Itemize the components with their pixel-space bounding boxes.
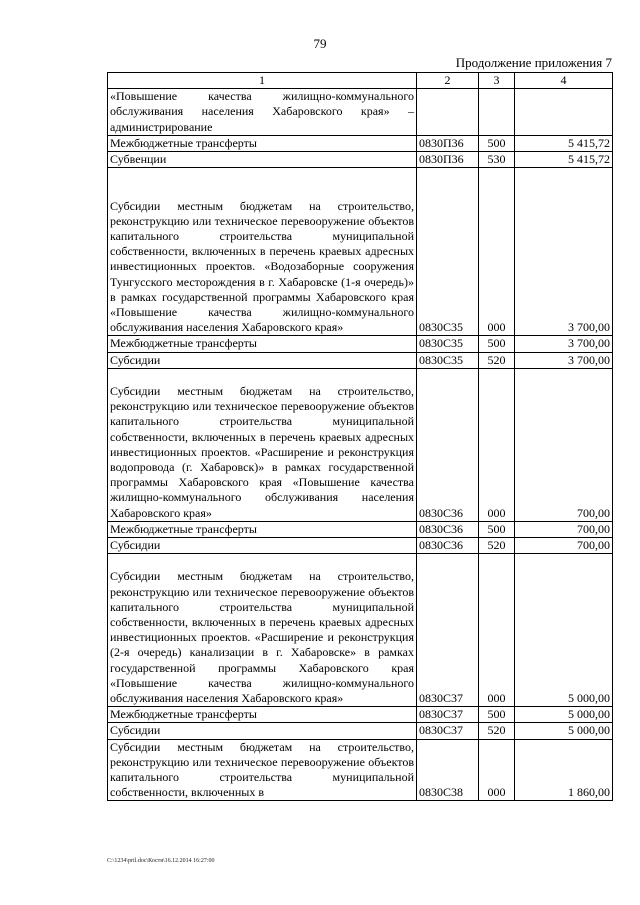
- table-row: [108, 723, 613, 739]
- row-amount: 1 860,00: [515, 739, 613, 801]
- row-description: «Повышение качества жилищно-коммунального обслуживания населения Хабаровского края» – администрирование: [108, 89, 417, 136]
- table-row: [108, 135, 613, 151]
- row-code: 0830П36: [417, 152, 479, 168]
- row-code: [417, 89, 479, 136]
- row-description: Субсидии: [108, 723, 417, 739]
- table-row: [108, 554, 613, 707]
- row-description: Субсидии местным бюджетам на строительство, реконструкцию или техническое перевооружение объектов капитального строительства муниципальной собственности, включенных в: [108, 739, 417, 801]
- table-row: [108, 168, 613, 336]
- row-type: 000: [479, 168, 515, 336]
- row-code: 0830С35: [417, 336, 479, 352]
- row-type: 000: [479, 739, 515, 801]
- table-row: [108, 89, 613, 136]
- continuation-label: Продолжение приложения 7: [455, 55, 612, 70]
- row-description: Субсидии: [108, 538, 417, 554]
- table-row: [108, 368, 613, 521]
- header-col-4: 4: [515, 73, 613, 89]
- row-code: 0830С37: [417, 723, 479, 739]
- row-code: 0830С36: [417, 538, 479, 554]
- row-description: Межбюджетные трансферты: [108, 521, 417, 537]
- table-header-row: [108, 73, 613, 89]
- table-row: [108, 152, 613, 168]
- row-description: Субсидии: [108, 352, 417, 368]
- row-code: 0830С36: [417, 368, 479, 521]
- row-amount: 3 700,00: [515, 168, 613, 336]
- row-amount: 700,00: [515, 521, 613, 537]
- budget-table: [107, 72, 613, 801]
- row-code: 0830С37: [417, 554, 479, 707]
- table-row: [108, 739, 613, 801]
- row-amount: 3 700,00: [515, 336, 613, 352]
- row-description: Субсидии местным бюджетам на строительство, реконструкцию или техническое перевооружение объектов капитального строительства муниципальной собственности, включенных в перечень краевых адресных инвестиционных проектов. «Расширение и реконструкция (2-я очередь) канализации в г. Хабаровске» в рамках государственной программы Хабаровского края «Повышение качества жилищно-коммунального обслуживания населения Хабаровского края»: [108, 554, 417, 707]
- row-code: 0830С35: [417, 352, 479, 368]
- header-col-3: 3: [479, 73, 515, 89]
- row-description: Межбюджетные трансферты: [108, 135, 417, 151]
- header-col-1: 1: [108, 73, 417, 89]
- row-type: 500: [479, 336, 515, 352]
- table-row: [108, 538, 613, 554]
- row-description: Субсидии местным бюджетам на строительство, реконструкцию или техническое перевооружение объектов капитального строительства муниципальной собственности, включенных в перечень краевых адресных инвестиционных проектов. «Расширение и реконструкция водопровода (г. Хабаровск)» в рамках государственной программы Хабаровского края «Повышение качества жилищно-коммунального обслуживания населения Хабаровского края»: [108, 368, 417, 521]
- row-amount: 5 000,00: [515, 707, 613, 723]
- table-row: [108, 707, 613, 723]
- row-amount: 5 415,72: [515, 152, 613, 168]
- row-type: 000: [479, 554, 515, 707]
- row-type: 530: [479, 152, 515, 168]
- row-amount: [515, 89, 613, 136]
- row-amount: 700,00: [515, 538, 613, 554]
- row-code: 0830П36: [417, 135, 479, 151]
- row-amount: 5 415,72: [515, 135, 613, 151]
- row-type: 500: [479, 521, 515, 537]
- row-description: Субсидии местным бюджетам на строительство, реконструкцию или техническое перевооружение объектов капитального строительства муниципальной собственности, включенных в перечень краевых адресных инвестиционных проектов. «Водозаборные сооружения Тунгусского месторождения в г. Хабаровске (1-я очередь)» в рамках государственной программы Хабаровского края «Повышение качества жилищно-коммунального обслуживания населения Хабаровского края»: [108, 168, 417, 336]
- row-description: Межбюджетные трансферты: [108, 336, 417, 352]
- file-path-footer: C:\1234\pril.doc\Костя\16.12.2014 16:27:00: [107, 858, 215, 864]
- row-type: 520: [479, 352, 515, 368]
- page-number: 79: [313, 36, 327, 51]
- row-type: 500: [479, 135, 515, 151]
- row-type: 520: [479, 723, 515, 739]
- row-type: 500: [479, 707, 515, 723]
- row-amount: 5 000,00: [515, 554, 613, 707]
- row-code: 0830С35: [417, 168, 479, 336]
- row-amount: 3 700,00: [515, 352, 613, 368]
- row-code: 0830С38: [417, 739, 479, 801]
- row-amount: 700,00: [515, 368, 613, 521]
- row-type: 000: [479, 368, 515, 521]
- row-code: 0830С36: [417, 521, 479, 537]
- header-col-2: 2: [417, 73, 479, 89]
- row-type: [479, 89, 515, 136]
- table-row: [108, 352, 613, 368]
- table-row: [108, 521, 613, 537]
- row-amount: 5 000,00: [515, 723, 613, 739]
- row-type: 520: [479, 538, 515, 554]
- row-code: 0830С37: [417, 707, 479, 723]
- table-row: [108, 336, 613, 352]
- row-description: Межбюджетные трансферты: [108, 707, 417, 723]
- row-description: Субвенции: [108, 152, 417, 168]
